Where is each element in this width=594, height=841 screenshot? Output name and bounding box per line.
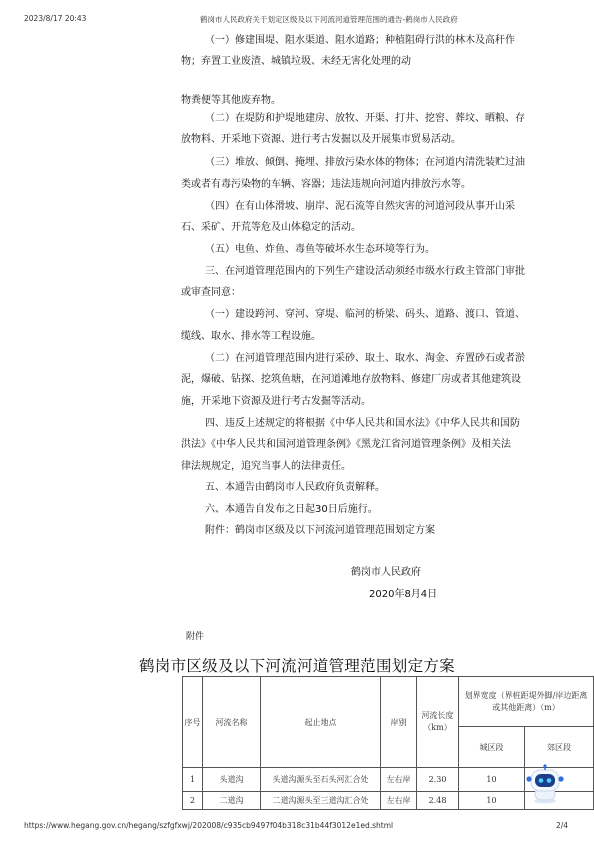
body-line: 石、采矿、开荒等危及山体稳定的活动。	[181, 222, 361, 233]
robot-assistant-icon[interactable]	[526, 764, 564, 804]
body-line: （三）堆放、倾倒、掩埋、排放污染水体的物体；在河道内清洗装贮过油	[205, 157, 525, 168]
header-urban: 城区段	[459, 727, 525, 768]
body-line: 物；弃置工业废渣、城镇垃圾、未经无害化处理的动	[181, 56, 411, 67]
body-line: （一）修建围堤、阻水渠道、阻水道路；种植阻碍行洪的林木及高秆作	[205, 35, 515, 46]
cell-bank: 左右岸	[381, 792, 417, 810]
print-url: https://www.hegang.gov.cn/hegang/szfgfxwj/202008/c935cb9497f04b318c31b44f3012e1ed.shtml	[24, 821, 394, 830]
cell-river: 二道沟	[203, 792, 261, 810]
cell-route: 二道沟源头至三道沟汇合处	[261, 792, 381, 810]
body-line: 六、本通告自发布之日起30日后施行。	[205, 504, 378, 515]
attachment-title: 鹤岗市区级及以下河流河道管理范围划定方案	[138, 657, 455, 675]
body-line: （一）建设跨河、穿河、穿堤、临河的桥梁、码头、道路、渡口、管道、	[205, 309, 525, 320]
cell-bank: 左右岸	[381, 768, 417, 792]
cell-length: 2.48	[417, 792, 459, 810]
header-length: 河流长度（km）	[417, 677, 459, 768]
cell-seq: 2	[183, 792, 203, 810]
print-page-title: 鹤岗市人民政府关于划定区级及以下河流河道管理范围的通告-鹤岗市人民政府	[200, 15, 458, 24]
body-line: 五、本通告由鹤岗市人民政府负责解释。	[205, 482, 385, 493]
cell-urban: 10	[459, 768, 525, 792]
print-page-number: 2/4	[556, 821, 569, 830]
header-route: 起止地点	[261, 677, 381, 768]
body-line: （五）电鱼、炸鱼、毒鱼等破坏水生态环境等行为。	[205, 244, 435, 255]
body-line: 类或者有毒污染物的车辆、容器；违法违规向河道内排放污水等。	[181, 179, 471, 190]
body-line: 洪法》《中华人民共和国河道管理条例》《黑龙江省河道管理条例》及相关法	[181, 439, 511, 450]
body-line: 或审查同意：	[181, 287, 241, 298]
cell-river: 头道沟	[203, 768, 261, 792]
body-line: 缆线、取水、排水等工程设施。	[181, 331, 321, 342]
body-line: （四）在有山体滑坡、崩岸、泥石流等自然灾害的河道河段从事开山采	[205, 201, 515, 212]
cell-seq: 1	[183, 768, 203, 792]
body-line: 泥，爆破、钻探、挖筑鱼塘，在河道滩地存放物料、修建厂房或者其他建筑设	[181, 374, 521, 385]
header-width-group: 划界宽度（界桩距堤外脚/岸边距离或其他距离）（m）	[459, 677, 594, 727]
header-suburb: 郊区段	[525, 727, 594, 768]
body-line: 四、违反上述规定的将根据《中华人民共和国水法》《中华人民共和国防	[205, 418, 520, 429]
attachment-label: 附件	[186, 632, 205, 642]
print-timestamp: 2023/8/17 20:43	[24, 14, 87, 23]
header-river-name: 河流名称	[203, 677, 261, 768]
body-line: 三、在河道管理范围内的下列生产建设活动须经市级水行政主管部门审批	[205, 266, 525, 277]
body-line: 律法规规定，追究当事人的法律责任。	[181, 461, 351, 472]
signature-org: 鹤岗市人民政府	[351, 567, 421, 578]
body-line: 附件：鹤岗市区级及以下河流河道管理范围划定方案	[205, 525, 435, 536]
cell-route: 头道沟源头至石头河汇合处	[261, 768, 381, 792]
body-line: 施，开采地下资源及进行考古发掘等活动。	[181, 396, 371, 407]
header-seq: 序号	[183, 677, 203, 768]
cell-length: 2.30	[417, 768, 459, 792]
body-line: （二）在堤防和护堤地建房、放牧、开渠、打井、挖窖、葬坟、晒粮、存	[205, 113, 525, 124]
body-line: 物粪便等其他废弃物。	[181, 95, 281, 106]
body-line: （二）在河道管理范围内进行采砂、取土、取水、淘金、弃置砂石或者淤	[205, 353, 525, 364]
body-line: 放物料、开采地下资源、进行考古发掘以及开展集市贸易活动。	[181, 134, 461, 145]
header-bank: 岸别	[381, 677, 417, 768]
signature-date: 2020年8月4日	[369, 589, 438, 600]
cell-urban: 10	[459, 792, 525, 810]
